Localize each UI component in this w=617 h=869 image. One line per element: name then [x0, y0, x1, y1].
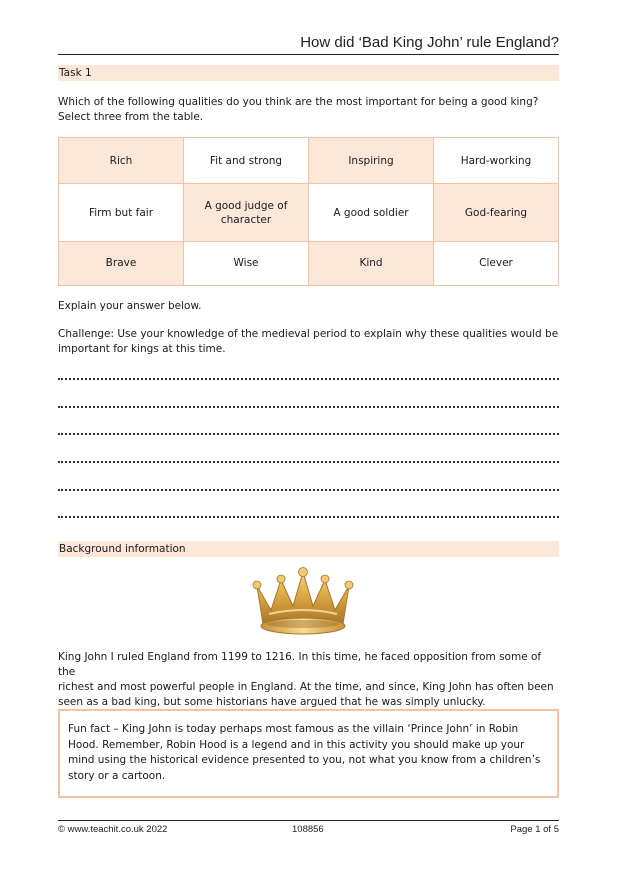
quality-cell[interactable]: Kind — [309, 241, 434, 285]
fun-fact-text: Fun fact – King John is today perhaps most famous as the villain ‘Prince John’ in Robin Hood. Remember, Robin Hood is a legend and in this activity you should make up your mind using the historical evidence presented to you, not what you know from a children’s story or a cartoon. — [68, 723, 541, 782]
quality-cell[interactable]: Clever — [434, 241, 559, 285]
background-text — [58, 650, 559, 710]
challenge-line-2: important for kings at this time. — [58, 343, 226, 355]
answer-line[interactable] — [58, 433, 559, 435]
question-line-2: Select three from the table. — [58, 111, 204, 123]
answer-line[interactable] — [58, 461, 559, 463]
footer-resource-code: 108856 — [292, 824, 324, 835]
challenge-line-1: Challenge: Use your knowledge of the medieval period to explain why these qualities would be — [58, 328, 559, 340]
crown-image — [249, 566, 357, 638]
background-line-2: richest and most powerful people in England. At the time, and since, King John has often been — [58, 681, 554, 693]
quality-cell[interactable]: Rich — [59, 138, 184, 184]
challenge-text — [58, 327, 559, 357]
footer-page-number: Page 1 of 5 — [510, 824, 559, 835]
footer-copyright: © www.teachit.co.uk 2022 — [58, 824, 168, 835]
answer-line[interactable] — [58, 489, 559, 491]
background-heading: Background information — [58, 541, 559, 557]
quality-cell[interactable]: A good judge of character — [184, 184, 309, 241]
footer-rule — [58, 820, 559, 821]
quality-cell[interactable]: Wise — [184, 241, 309, 285]
quality-cell[interactable]: A good soldier — [309, 184, 434, 241]
background-line-3: seen as a bad king, but some historians have argued that he was simply unlucky. — [58, 696, 486, 708]
quality-cell[interactable]: Firm but fair — [59, 184, 184, 241]
quality-cell[interactable]: Inspiring — [309, 138, 434, 184]
background-line-1: King John I ruled England from 1199 to 1216. In this time, he faced opposition from some of the — [58, 651, 542, 678]
explain-instruction: Explain your answer below. — [58, 300, 202, 312]
answer-line[interactable] — [58, 378, 559, 380]
fun-fact-box — [58, 709, 559, 798]
task-1-heading: Task 1 — [58, 65, 559, 81]
answer-line[interactable] — [58, 516, 559, 518]
quality-cell[interactable]: Hard-working — [434, 138, 559, 184]
quality-cell[interactable]: Fit and strong — [184, 138, 309, 184]
quality-cell[interactable]: Brave — [59, 241, 184, 285]
title-rule — [58, 54, 559, 55]
qualities-table — [58, 137, 559, 286]
answer-line[interactable] — [58, 406, 559, 408]
question-line-1: Which of the following qualities do you think are the most important for being a good king? — [58, 96, 539, 108]
task-question — [58, 95, 559, 125]
page-title: How did ‘Bad King John’ rule England? — [300, 34, 559, 51]
quality-cell[interactable]: God-fearing — [434, 184, 559, 241]
